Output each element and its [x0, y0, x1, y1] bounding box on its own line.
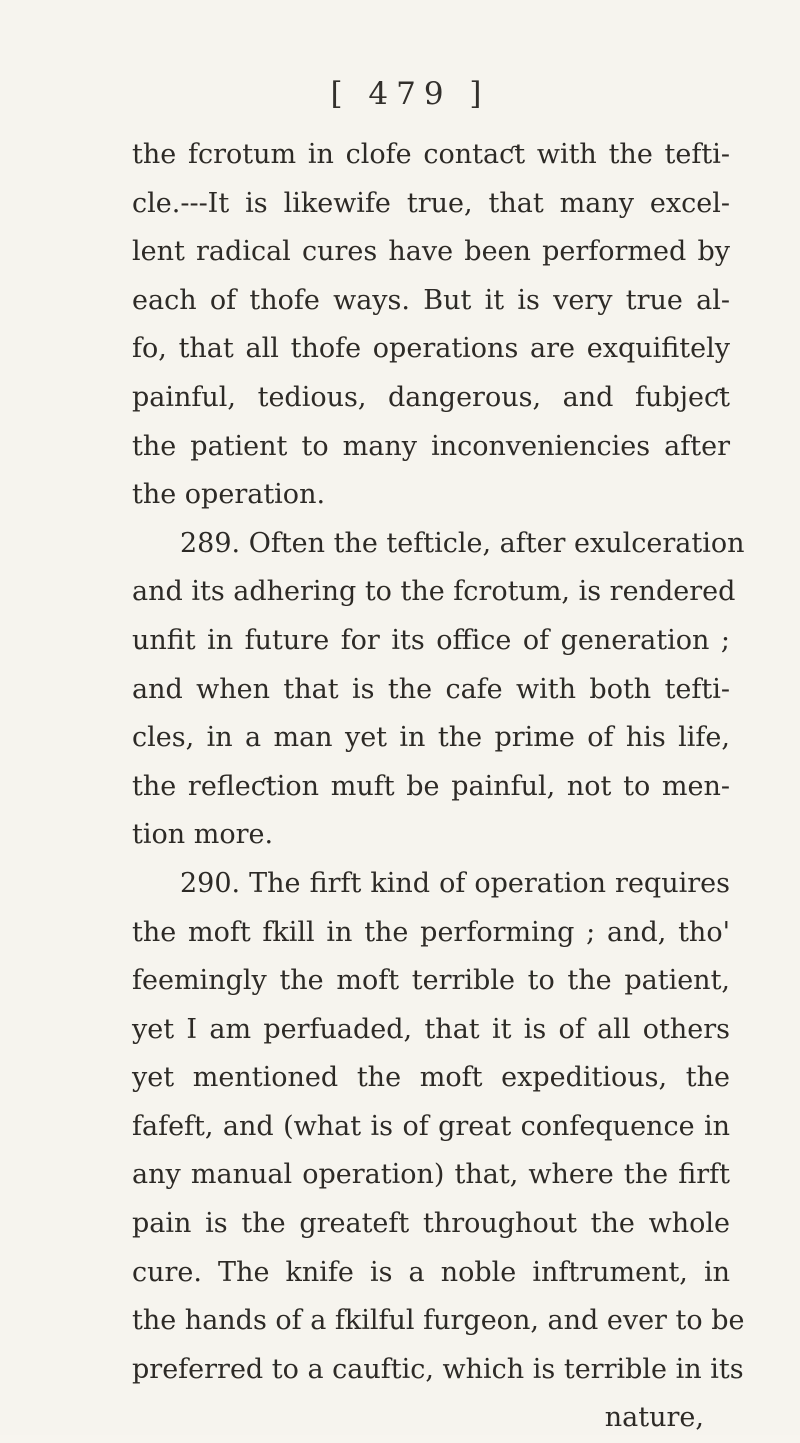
text-line: the patient to many inconveniencies after	[132, 430, 730, 462]
text-line: fo, that all thofe operations are exquifitely	[132, 333, 730, 365]
text-line: yet mentioned the moft expeditious, the	[132, 1062, 730, 1094]
text-line: lent radical cures have been performed by	[132, 236, 730, 268]
paragraph-290-start: 290. The firft kind of operation requires	[180, 867, 730, 899]
body-text	[132, 131, 745, 1443]
text-line: cles, in a man yet in the prime of his life,	[132, 722, 730, 754]
text-line: feemingly the moft terrible to the patient,	[132, 965, 730, 997]
text-line: each of thofe ways. But it is very true al-	[132, 284, 730, 316]
paragraph-289-start: 289. Often the tefticle, after exulceration	[180, 527, 745, 559]
text-line: the refleƈtion muft be painful, not to men-	[132, 770, 730, 802]
text-line: pain is the greateft throughout the whole	[132, 1208, 730, 1240]
text-line: preferred to a cauftic, which is terrible in its	[132, 1353, 744, 1385]
page-number-header: [ 479 ]	[330, 76, 490, 112]
text-line: the operation.	[132, 479, 326, 511]
catchword: nature,	[604, 1402, 704, 1434]
text-line: the fcrotum in clofe contaƈt with the tefti-	[132, 139, 730, 170]
text-line: and when that is the cafe with both tefti-	[132, 673, 730, 705]
text-line: cle.---It is likewife true, that many excel-	[132, 187, 730, 219]
text-line: any manual operation) that, where the firft	[132, 1159, 730, 1191]
text-line: cure. The knife is a noble inftrument, in	[132, 1256, 730, 1288]
text-line: yet I am perfuaded, that it is of all others	[132, 1013, 730, 1045]
text-line: the moft fkill in the performing ; and, tho'	[132, 916, 730, 948]
text-line: unfit in future for its office of generation ;	[132, 624, 730, 656]
text-line: painful, tedious, dangerous, and fubjeƈt	[132, 381, 730, 413]
text-line: the hands of a fkilful furgeon, and ever to be	[132, 1305, 745, 1337]
text-line: fafeft, and (what is of great confequence in	[132, 1110, 730, 1142]
text-line: tion more.	[132, 819, 274, 851]
text-line: and its adhering to the fcrotum, is rendered	[132, 576, 736, 608]
